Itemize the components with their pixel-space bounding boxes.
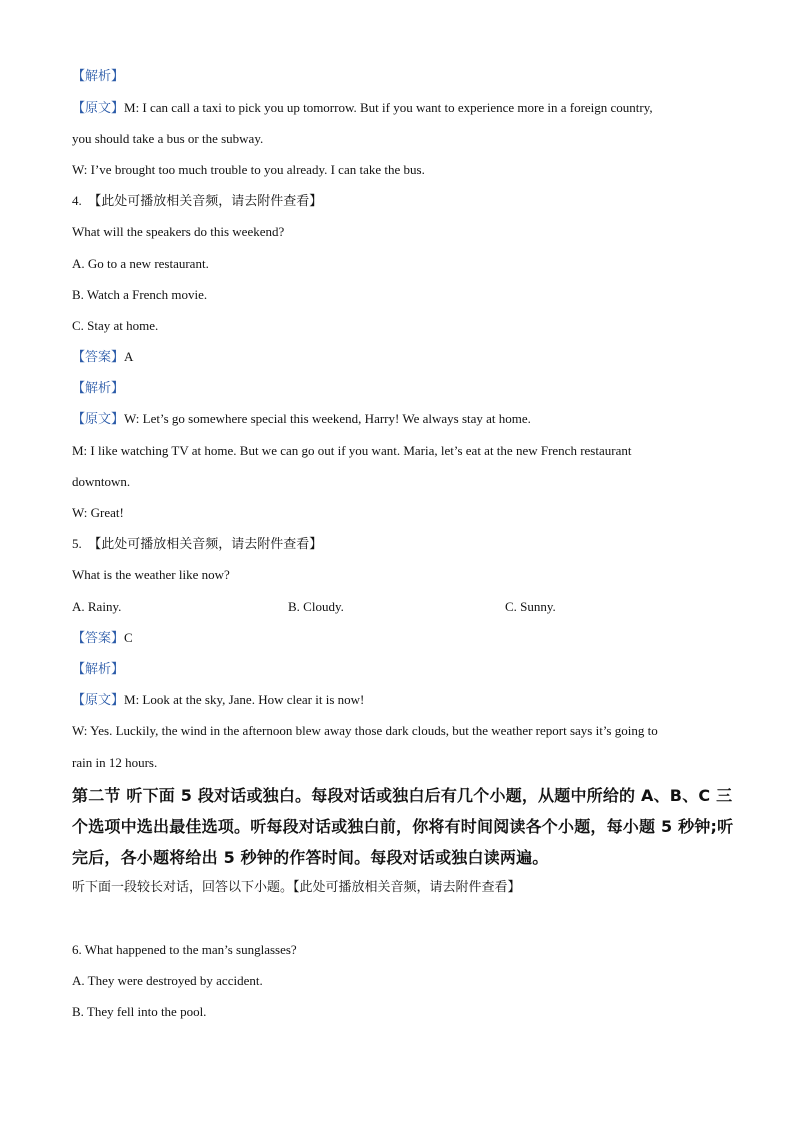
transcript-line: rain in 12 hours.: [72, 755, 158, 770]
transcript-line: downtown.: [72, 474, 131, 489]
analysis-label: [72, 661, 124, 677]
option-a: A. Go to a new restaurant.: [72, 256, 209, 271]
question-text: What is the weather like now?: [72, 567, 230, 582]
transcript-tag: 【原文】: [72, 692, 125, 707]
transcript-line: W: I’ve brought too much trouble to you already. I can take the bus.: [72, 162, 425, 177]
transcript-text: M: I can call a taxi to pick you up tomorrow. But if you want to experience more in a foreign country,: [124, 100, 653, 115]
answer-line: [72, 630, 133, 646]
transcript-tag: 【原文】: [72, 411, 125, 426]
option-a: A. Rainy.: [72, 599, 122, 614]
question-header: [72, 536, 322, 552]
analysis-label: [72, 380, 124, 396]
transcript-line: [72, 692, 364, 708]
analysis-tag: 【解析】: [72, 380, 125, 395]
answer-tag: 【答案】: [72, 349, 125, 364]
option-b: B. Cloudy.: [288, 599, 344, 614]
question-text: 6. What happened to the man’s sunglasses?: [72, 942, 297, 957]
option-a: A. They were destroyed by accident.: [72, 973, 263, 988]
analysis-label: [72, 68, 124, 84]
transcript-line: W: Great!: [72, 505, 124, 520]
option-c: C. Sunny.: [505, 599, 556, 614]
option-b: B. They fell into the pool.: [72, 1004, 207, 1019]
analysis-tag: 【解析】: [72, 68, 125, 83]
analysis-tag: 【解析】: [72, 661, 125, 676]
audio-placeholder: 【此处可播放相关音频，请去附件查看】: [88, 536, 323, 551]
transcript-tag: 【原文】: [72, 100, 125, 115]
transcript-line: you should take a bus or the subway.: [72, 131, 264, 146]
section-heading: 个选项中选出最佳选项。听每段对话或独白前，你将有时间阅读各个小题，每小题 5 秒钟;听: [72, 817, 734, 836]
answer-value: A: [124, 349, 134, 364]
transcript-line: [72, 411, 531, 427]
answer-tag: 【答案】: [72, 630, 125, 645]
option-b: B. Watch a French movie.: [72, 287, 208, 302]
answer-line: [72, 349, 133, 365]
question-number: 5.: [72, 536, 82, 551]
transcript-line: [72, 100, 653, 116]
answer-value: C: [124, 630, 133, 645]
transcript-line: M: I like watching TV at home. But we can go out if you want. Maria, let’s eat at the new French restaurant: [72, 443, 632, 458]
question-text: What will the speakers do this weekend?: [72, 224, 285, 239]
section-heading: 第二节 听下面 5 段对话或独白。每段对话或独白后有几个小题，从题中所给的 A、B、C 三: [72, 786, 733, 805]
audio-placeholder: 【此处可播放相关音频，请去附件查看】: [88, 193, 323, 208]
question-header: [72, 193, 322, 209]
section-heading: 完后，各小题将给出 5 秒钟的作答时间。每段对话或独白读两遍。: [72, 848, 549, 867]
transcript-line: W: Yes. Luckily, the wind in the afternoon blew away those dark clouds, but the weather report says it’s going to: [72, 723, 658, 738]
question-number: 4.: [72, 193, 82, 208]
section-instruction: 听下面一段较长对话，回答以下小题。【此处可播放相关音频，请去附件查看】: [72, 880, 521, 895]
transcript-text: M: Look at the sky, Jane. How clear it is now!: [124, 692, 365, 707]
option-c: C. Stay at home.: [72, 318, 159, 333]
transcript-text: W: Let’s go somewhere special this weekend, Harry! We always stay at home.: [124, 411, 531, 426]
